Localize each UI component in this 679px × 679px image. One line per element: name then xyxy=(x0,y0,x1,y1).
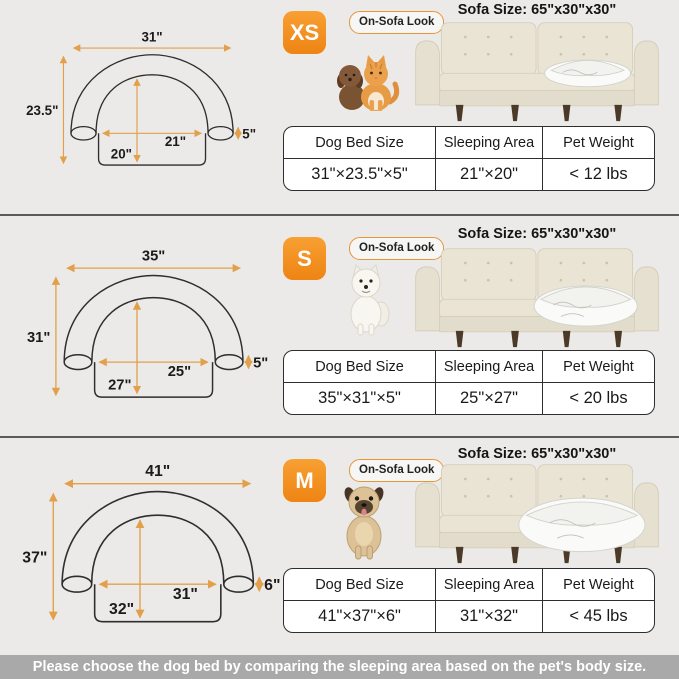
dim-label-sleep-width: 31" xyxy=(172,585,198,603)
kitten-illustration xyxy=(361,55,397,111)
dim-label-outer-width: 31" xyxy=(141,29,163,45)
table-value-pet-weight: < 12 lbs xyxy=(569,165,628,183)
bed-outline xyxy=(71,55,233,165)
white-dog-illustration xyxy=(351,265,389,335)
plush-bed-on-sofa xyxy=(519,498,645,552)
size-badge-m: M xyxy=(283,459,326,502)
table-value-pet-weight: < 45 lbs xyxy=(569,607,628,625)
bed-dimension-diagram xyxy=(20,28,257,174)
dim-label-outer-height: 23.5" xyxy=(26,102,59,118)
bed-outline xyxy=(62,492,253,622)
size-badge-xs: XS xyxy=(283,11,326,54)
table-header-bed-size: Dog Bed Size xyxy=(284,569,436,601)
table-value-bed-size: 41"×37"×6" xyxy=(284,601,436,632)
sofa-with-pet-bed-image xyxy=(408,458,666,565)
dim-label-outer-height: 31" xyxy=(26,329,51,346)
plush-bed-on-sofa xyxy=(534,286,637,326)
dim-label-outer-width: 41" xyxy=(145,462,171,480)
sofa-size-text: Sofa Size: 65"x30"x30" xyxy=(457,2,617,18)
pug-dog-image xyxy=(338,482,390,560)
sofa-size-text: Sofa Size: 65"x30"x30" xyxy=(457,226,617,242)
dim-label-sleep-width: 21" xyxy=(164,133,187,149)
pug-illustration xyxy=(343,486,386,559)
dim-label-sleep-width: 25" xyxy=(167,363,192,380)
table-header-pet-weight: Pet Weight xyxy=(543,127,654,159)
dim-label-outer-width: 35" xyxy=(141,248,166,265)
dim-label-bolster-height: 6" xyxy=(264,577,281,595)
dim-label-sleep-depth: 32" xyxy=(109,600,135,618)
size-badge-s: S xyxy=(283,237,326,280)
sofa-size-text: Sofa Size: 65"x30"x30" xyxy=(457,446,617,462)
on-sofa-look-pill: On-Sofa Look xyxy=(349,11,444,34)
table-value-sleeping-area: 31"×32" xyxy=(436,601,543,632)
size-table-m xyxy=(283,568,655,633)
table-value-sleeping-area: 25"×27" xyxy=(436,383,543,414)
table-header-sleeping-area: Sleeping Area xyxy=(436,569,543,601)
plush-bed-on-sofa xyxy=(545,60,631,87)
table-header-sleeping-area: Sleeping Area xyxy=(436,127,543,159)
footer-note: Please choose the dog bed by comparing the sleeping area based on the pet's body size. xyxy=(0,655,679,679)
section-size-s xyxy=(0,216,679,436)
dim-label-sleep-depth: 20" xyxy=(110,146,132,162)
table-value-sleeping-area: 21"×20" xyxy=(436,159,543,190)
puppy-and-kitten-image xyxy=(334,50,400,112)
table-header-sleeping-area: Sleeping Area xyxy=(436,351,543,383)
bed-outline xyxy=(64,275,243,397)
section-size-m xyxy=(0,438,679,655)
on-sofa-look-pill: On-Sofa Look xyxy=(349,459,444,482)
section-size-xs xyxy=(0,0,679,214)
dim-label-sleep-depth: 27" xyxy=(108,377,132,394)
size-table-s xyxy=(283,350,655,415)
dim-label-outer-height: 37" xyxy=(22,549,48,567)
table-header-bed-size: Dog Bed Size xyxy=(284,127,436,159)
sofa-with-pet-bed-image xyxy=(408,16,666,123)
on-sofa-look-pill: On-Sofa Look xyxy=(349,237,444,260)
puppy-illustration xyxy=(337,65,365,110)
dim-label-bolster-height: 5" xyxy=(242,126,257,142)
table-value-bed-size: 35"×31"×5" xyxy=(284,383,436,414)
table-header-pet-weight: Pet Weight xyxy=(543,569,654,601)
table-value-pet-weight: < 20 lbs xyxy=(569,389,628,407)
dim-label-bolster-height: 5" xyxy=(253,355,269,372)
sofa-with-pet-bed-image xyxy=(408,242,666,349)
table-header-pet-weight: Pet Weight xyxy=(543,351,654,383)
size-table-xs xyxy=(283,126,655,191)
bed-dimension-diagram xyxy=(8,246,269,407)
bed-dimension-diagram xyxy=(2,460,281,633)
table-header-bed-size: Dog Bed Size xyxy=(284,351,436,383)
table-value-bed-size: 31"×23.5"×5" xyxy=(284,159,436,190)
white-fluffy-dog-image xyxy=(344,264,390,336)
